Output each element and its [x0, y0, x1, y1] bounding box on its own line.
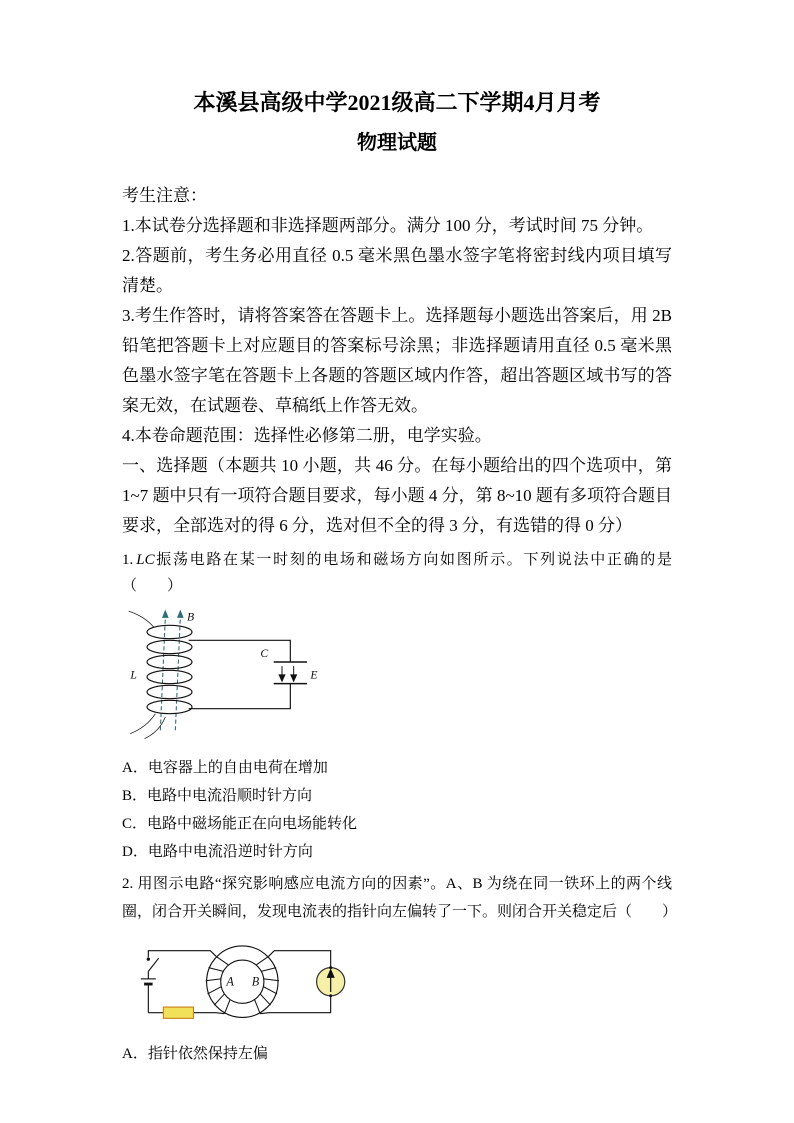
- e-field-arrows: [279, 666, 296, 681]
- label-inductor: L: [130, 668, 137, 682]
- notice-item-1: 1.本试卷分选择题和非选择题两部分。满分 100 分，考试时间 75 分钟。: [122, 215, 654, 235]
- question-1-lc: LC: [136, 551, 155, 568]
- section-heading: 一、选择题（本题共 10 小题，共 46 分。在每小题给出的四个选项中，第 1~7 题中只有一项符合题目要求，每小题 4 分，第 8~10 题有多项符合题目要求，全部选对的得 6 分，选对但不全的得 3 分，有选错的得 0 分）: [122, 455, 672, 535]
- circuit-wires: [189, 640, 291, 708]
- question-1-stem: [122, 547, 672, 599]
- notice-heading: 考生注意：: [122, 185, 207, 205]
- question-1-text: 振荡电路在某一时刻的电场和磁场方向如图所示。下列说法中正确的是（ ）: [122, 551, 672, 594]
- notice-item-4: 4.本卷命题范围：选择性必修第二册，电学实验。: [122, 425, 492, 445]
- label-e-field: E: [310, 668, 318, 682]
- q1-option-b: B．电路中电流沿顺时针方向: [122, 788, 313, 805]
- label-coil-b: B: [251, 974, 260, 989]
- meter-terminal-bottom: [329, 994, 332, 997]
- q1-option-d: D．电路中电流沿逆时针方向: [122, 844, 313, 861]
- meter-terminal-top: [329, 966, 332, 969]
- notice-item-3: 3.考生作答时，请将答案答在答题卡上。选择题每小题选出答案后，用 2B 铅笔把答题卡上对应题目的答案标号涂黑；非选择题请用直径 0.5 毫米黑色墨水签字笔在答题卡上各题的答题区域内作答，超出答题区域书写的答案无效，在试题卷、草稿纸上作答无效。: [122, 305, 672, 415]
- battery: [141, 979, 156, 984]
- magnetic-field-arrowheads: [162, 609, 184, 617]
- label-b-field: B: [187, 610, 195, 624]
- inductor-coil: [147, 625, 192, 713]
- induction-experiment-diagram: [122, 930, 357, 1033]
- lc-circuit-diagram: [122, 607, 322, 740]
- capacitor-plates: [274, 662, 307, 684]
- left-circuit-wires: [148, 951, 224, 1014]
- q1-option-a: A．电容器上的自由电荷在增加: [122, 760, 328, 777]
- resistor: [163, 1007, 193, 1018]
- question-2-stem: 2. 用图示电路“探究影响感应电流方向的因素”。A、B 为绕在同一铁环上的两个线圈，闭合开关瞬间，发现电流表的指针向左偏转了一下。则闭合开关稳定后（ ）: [122, 876, 678, 921]
- question-1-figure: [122, 607, 672, 740]
- label-capacitor: C: [260, 646, 269, 660]
- page-subtitle: 物理试题: [357, 131, 437, 154]
- notice-item-2: 2.答题前，考生务必用直径 0.5 毫米黑色墨水签字笔将密封线内项目填写清楚。: [122, 245, 672, 295]
- page-title: 本溪县高级中学2021级高二下学期4月月考: [193, 90, 601, 115]
- q2-option-a: A．指针依然保持左偏: [122, 1045, 268, 1062]
- question-2-figure: [122, 930, 672, 1033]
- switch-contact: [147, 958, 150, 961]
- label-coil-a: A: [226, 974, 234, 989]
- question-1-number: 1.: [122, 551, 134, 568]
- q1-option-c: C．电路中磁场能正在向电场能转化: [122, 816, 358, 833]
